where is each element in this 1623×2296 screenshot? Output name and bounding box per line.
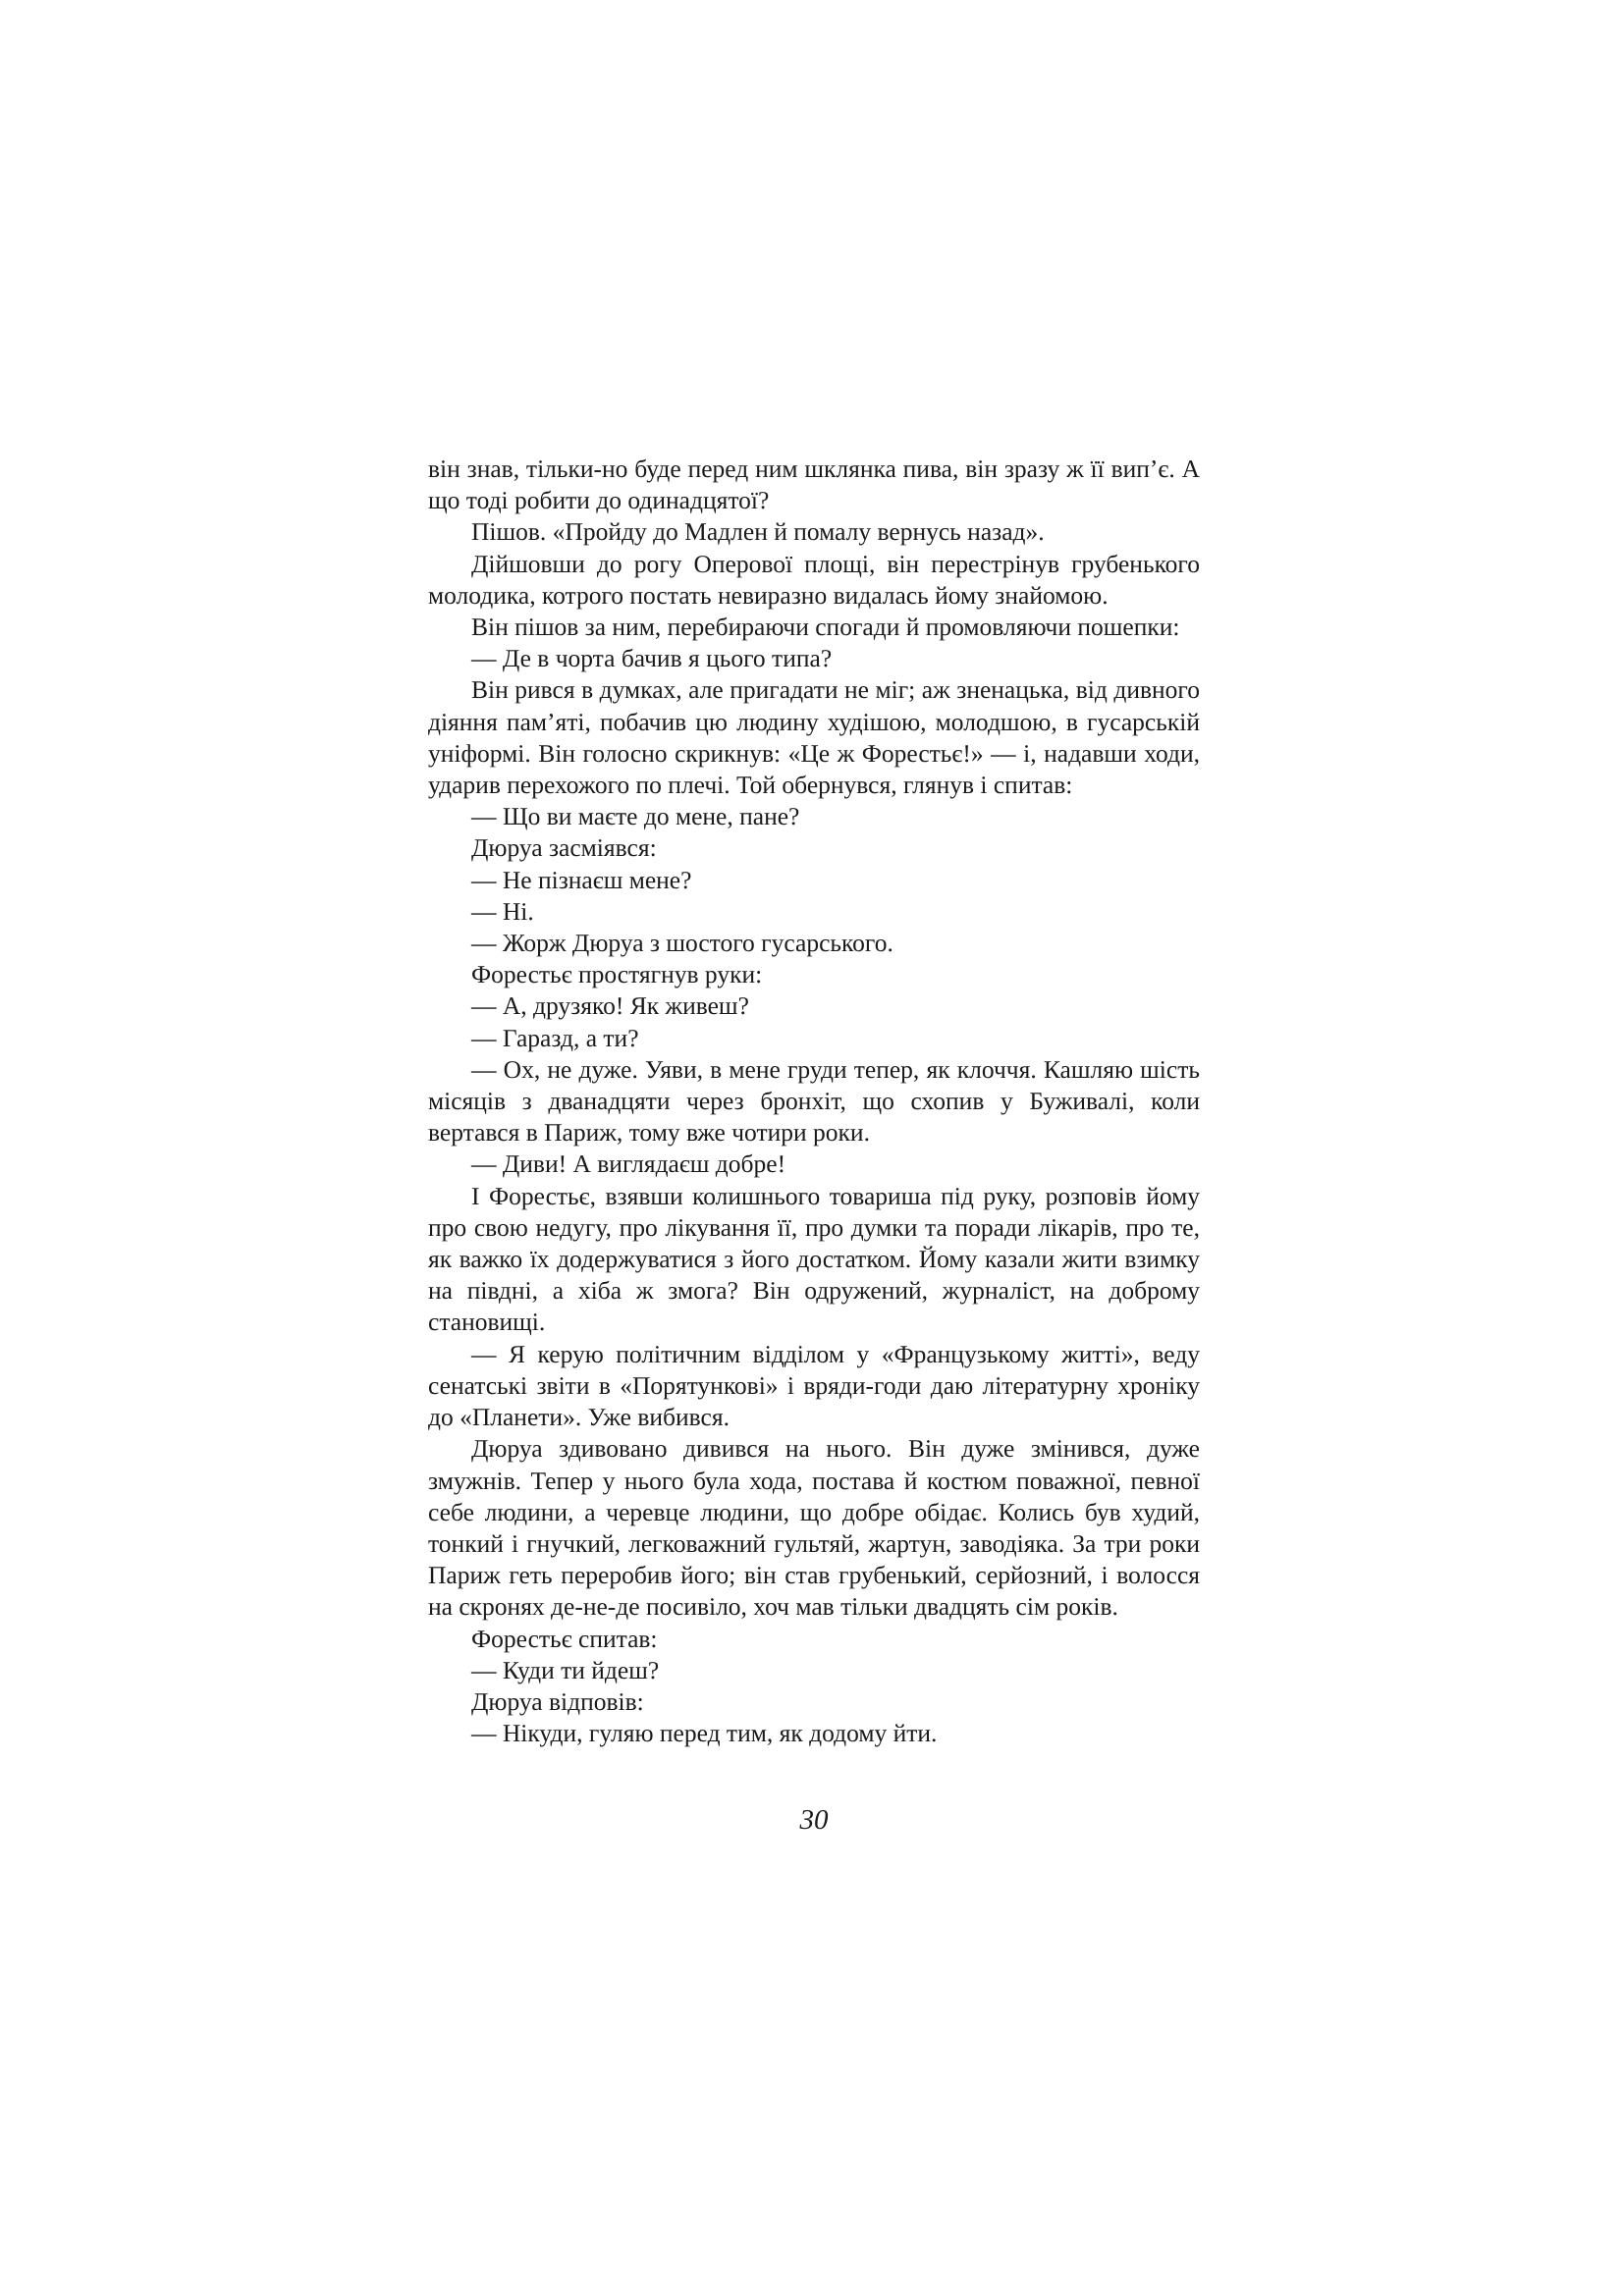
dialogue-line: — Нікуди, гуляю перед тим, як додому йти. — [471, 1719, 938, 1748]
dialogue-line: — Не пізнаєш мене? — [471, 865, 692, 894]
paragraph: Дюруа засміявся: — [471, 833, 657, 863]
dialogue-line: — Гаразд, а ти? — [471, 1023, 639, 1052]
paragraph: Дійшовши до рогу Оперової площі, він перестрінув грубенького молодика, котрого постать невиразно видалась йому знайомою. — [428, 549, 1200, 610]
dialogue-line: — Де в чорта бачив я цього типа? — [471, 644, 833, 673]
page-number: 30 — [799, 1804, 829, 1836]
dialogue-line: — Що ви маєте до мене, пане? — [471, 802, 800, 831]
paragraph: Форестьє простягнув руки: — [471, 960, 763, 989]
dialogue-line: — Ох, не дуже. Уяви, в мене груди тепер, як клоччя. Кашляю шість місяців з дванадцяти через бронхіт, що схопив у Буживалі, коли вертався в Париж, тому вже чотири роки. — [428, 1054, 1200, 1148]
paragraph-continuation: він знав, тільки-но буде перед ним шклянка пива, він зразу ж її вип’є. А що тоді робити до одинадцятої? — [428, 454, 1200, 515]
dialogue-line: — Диви! А виглядаєш добре! — [471, 1149, 786, 1179]
paragraph: Дюруа відповів: — [471, 1686, 644, 1716]
dialogue-line: — Жорж Дюруа з шостого гусарського. — [471, 929, 893, 958]
paragraph: Він пішов за ним, перебираючи спогади й промовляючи пошепки: — [471, 613, 1180, 642]
paragraph: Форестьє спитав: — [471, 1624, 658, 1653]
dialogue-line: — Я керую політичним відділом у «Французькому житті», веду сенатські звіти в «Порятункові» і вряди-годи даю літературну хроніку до «Планети». Уже вибився. — [428, 1339, 1200, 1432]
paragraph: І Форестьє, взявши колишнього товариша під руку, розповів йому про свою недугу, про лікування її, про думки та поради лікарів, про те, як важко їх додержуватися з його достатком. Йому казали жити взимку на півдні, а хіба ж змога? Він одружений, журналіст, на доброму становищі. — [428, 1181, 1200, 1337]
dialogue-line: — А, друзяко! Як живеш? — [471, 991, 749, 1021]
body-text — [428, 454, 1200, 1749]
paragraph: Дюруа здивовано дивився на нього. Він дуже змінився, дуже змужнів. Тепер у нього була хода, постава й костюм поважної, певної себе людини, а черевце людини, що добре обідає. Колись був худий, тонкий і гнучкий, легковажний гультяй, жартун, заводіяка. За три роки Париж геть переробив його; він став грубенький, серйозний, і волосся на скронях де-не-де посивіло, хоч мав тільки двадцять сім років. — [428, 1434, 1200, 1622]
paragraph: Пішов. «Пройду до Мадлен й помалу вернусь назад». — [471, 517, 1045, 547]
paragraph: Він рився в думках, але пригадати не міг; аж зненацька, від дивного діяння пам’яті, побачив цю людину худішою, молодшою, в гусарській уніформі. Він голосно скрикнув: «Це ж Форестьє!» — і, надавши ходи, ударив перехожого по плечі. Той обернувся, глянув і спитав: — [428, 675, 1200, 800]
dialogue-line: — Куди ти йдеш? — [471, 1655, 660, 1684]
dialogue-line: — Ні. — [471, 896, 534, 926]
